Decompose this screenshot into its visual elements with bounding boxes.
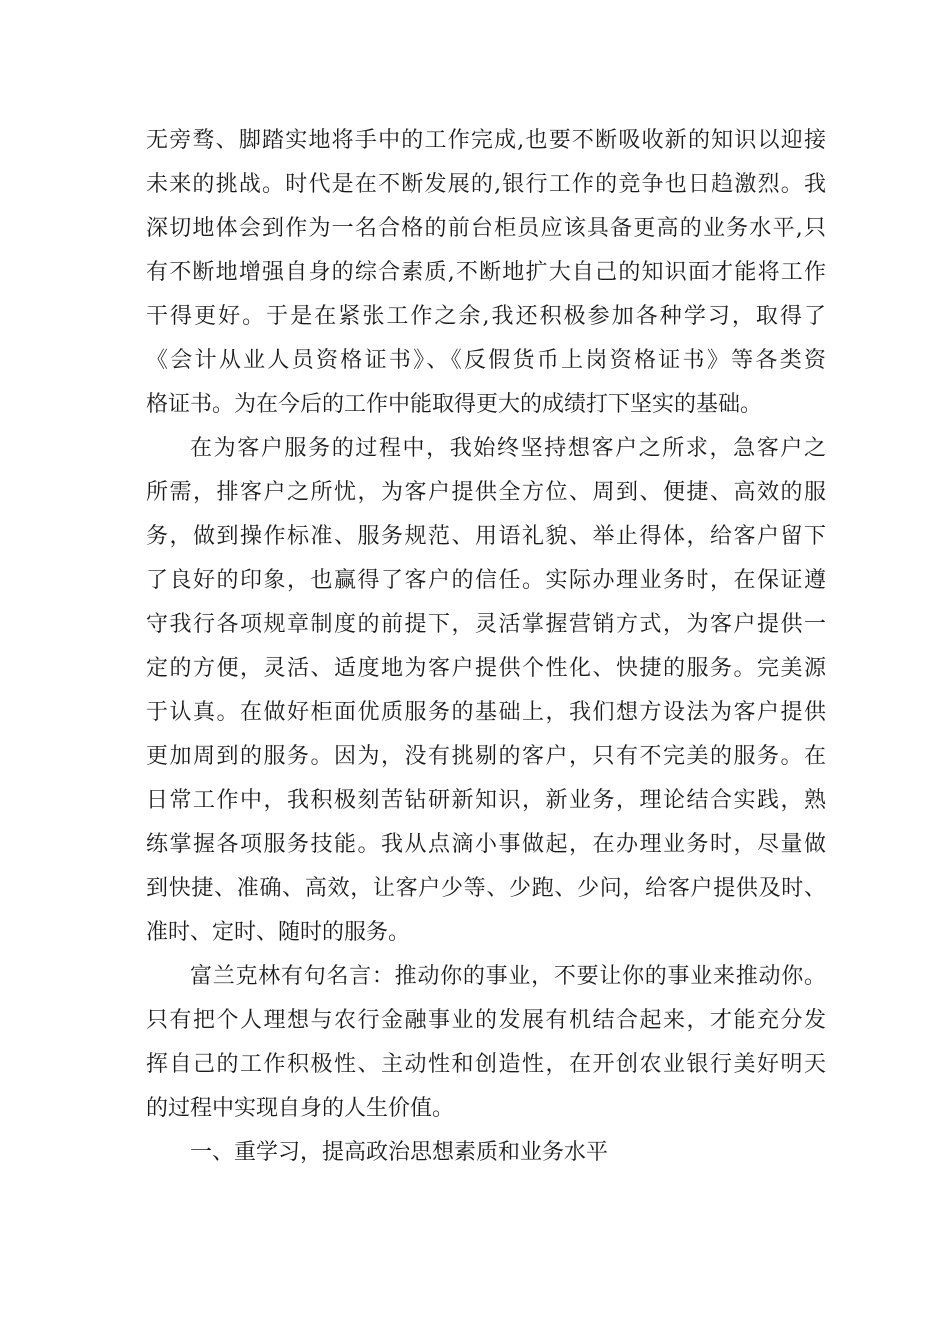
text-line: 了良好的印象，也赢得了客户的信任。实际办理业务时，在保证遵 [146, 568, 826, 593]
text-line: 到快捷、准确、高效，让客户少等、少跑、少问，给客户提供及时、 [146, 876, 826, 901]
section-heading [146, 1131, 826, 1175]
text-line: 《会计从业人员资格证书》、《反假货币上岗资格证书》等各类资 [146, 348, 826, 373]
paragraph [146, 955, 826, 1131]
text-line: 定的方便，灵活、适度地为客户提供个性化、快捷的服务。完美源 [146, 656, 826, 681]
text-line: 富兰克林有句名言：推动你的事业，不要让你的事业来推动你。 [190, 964, 826, 989]
text-line: 未来的挑战。时代是在不断发展的,银行工作的竞争也日趋激烈。我 [146, 172, 826, 197]
text-line: 所需，排客户之所忧，为客户提供全方位、周到、便捷、高效的服 [146, 480, 826, 505]
text-line: 干得更好。于是在紧张工作之余,我还积极参加各种学习，取得了 [146, 304, 826, 329]
text-line: 在为客户服务的过程中，我始终坚持想客户之所求，急客户之 [190, 436, 826, 461]
text-line: 准时、定时、随时的服务。 [146, 920, 411, 945]
heading-line: 一、重学习，提高政治思想素质和业务水平 [190, 1140, 609, 1165]
text-line: 更加周到的服务。因为，没有挑剔的客户，只有不完美的服务。在 [146, 744, 826, 769]
paragraph [146, 119, 826, 427]
paragraph [146, 427, 826, 955]
text-line: 的过程中实现自身的人生价值。 [146, 1096, 455, 1121]
text-line: 有不断地增强自身的综合素质,不断地扩大自己的知识面才能将工作 [146, 260, 826, 285]
text-line: 于认真。在做好柜面优质服务的基础上，我们想方设法为客户提供 [146, 700, 826, 725]
text-line: 日常工作中，我积极刻苦钻研新知识，新业务，理论结合实践，熟 [146, 788, 826, 813]
text-line: 只有把个人理想与农行金融事业的发展有机结合起来，才能充分发 [146, 1008, 826, 1033]
text-line: 练掌握各项服务技能。我从点滴小事做起，在办理业务时，尽量做 [146, 832, 826, 857]
document-body [146, 119, 826, 1175]
text-line: 务，做到操作标准、服务规范、用语礼貌、举止得体，给客户留下 [146, 524, 826, 549]
text-line: 守我行各项规章制度的前提下，灵活掌握营销方式，为客户提供一 [146, 612, 826, 637]
text-line: 深切地体会到作为一名合格的前台柜员应该具备更高的业务水平,只 [146, 216, 826, 241]
text-line: 挥自己的工作积极性、主动性和创造性，在开创农业银行美好明天 [146, 1052, 826, 1077]
text-line: 无旁骛、脚踏实地将手中的工作完成,也要不断吸收新的知识以迎接 [146, 128, 826, 153]
text-line: 格证书。为在今后的工作中能取得更大的成绩打下坚实的基础。 [146, 392, 763, 417]
